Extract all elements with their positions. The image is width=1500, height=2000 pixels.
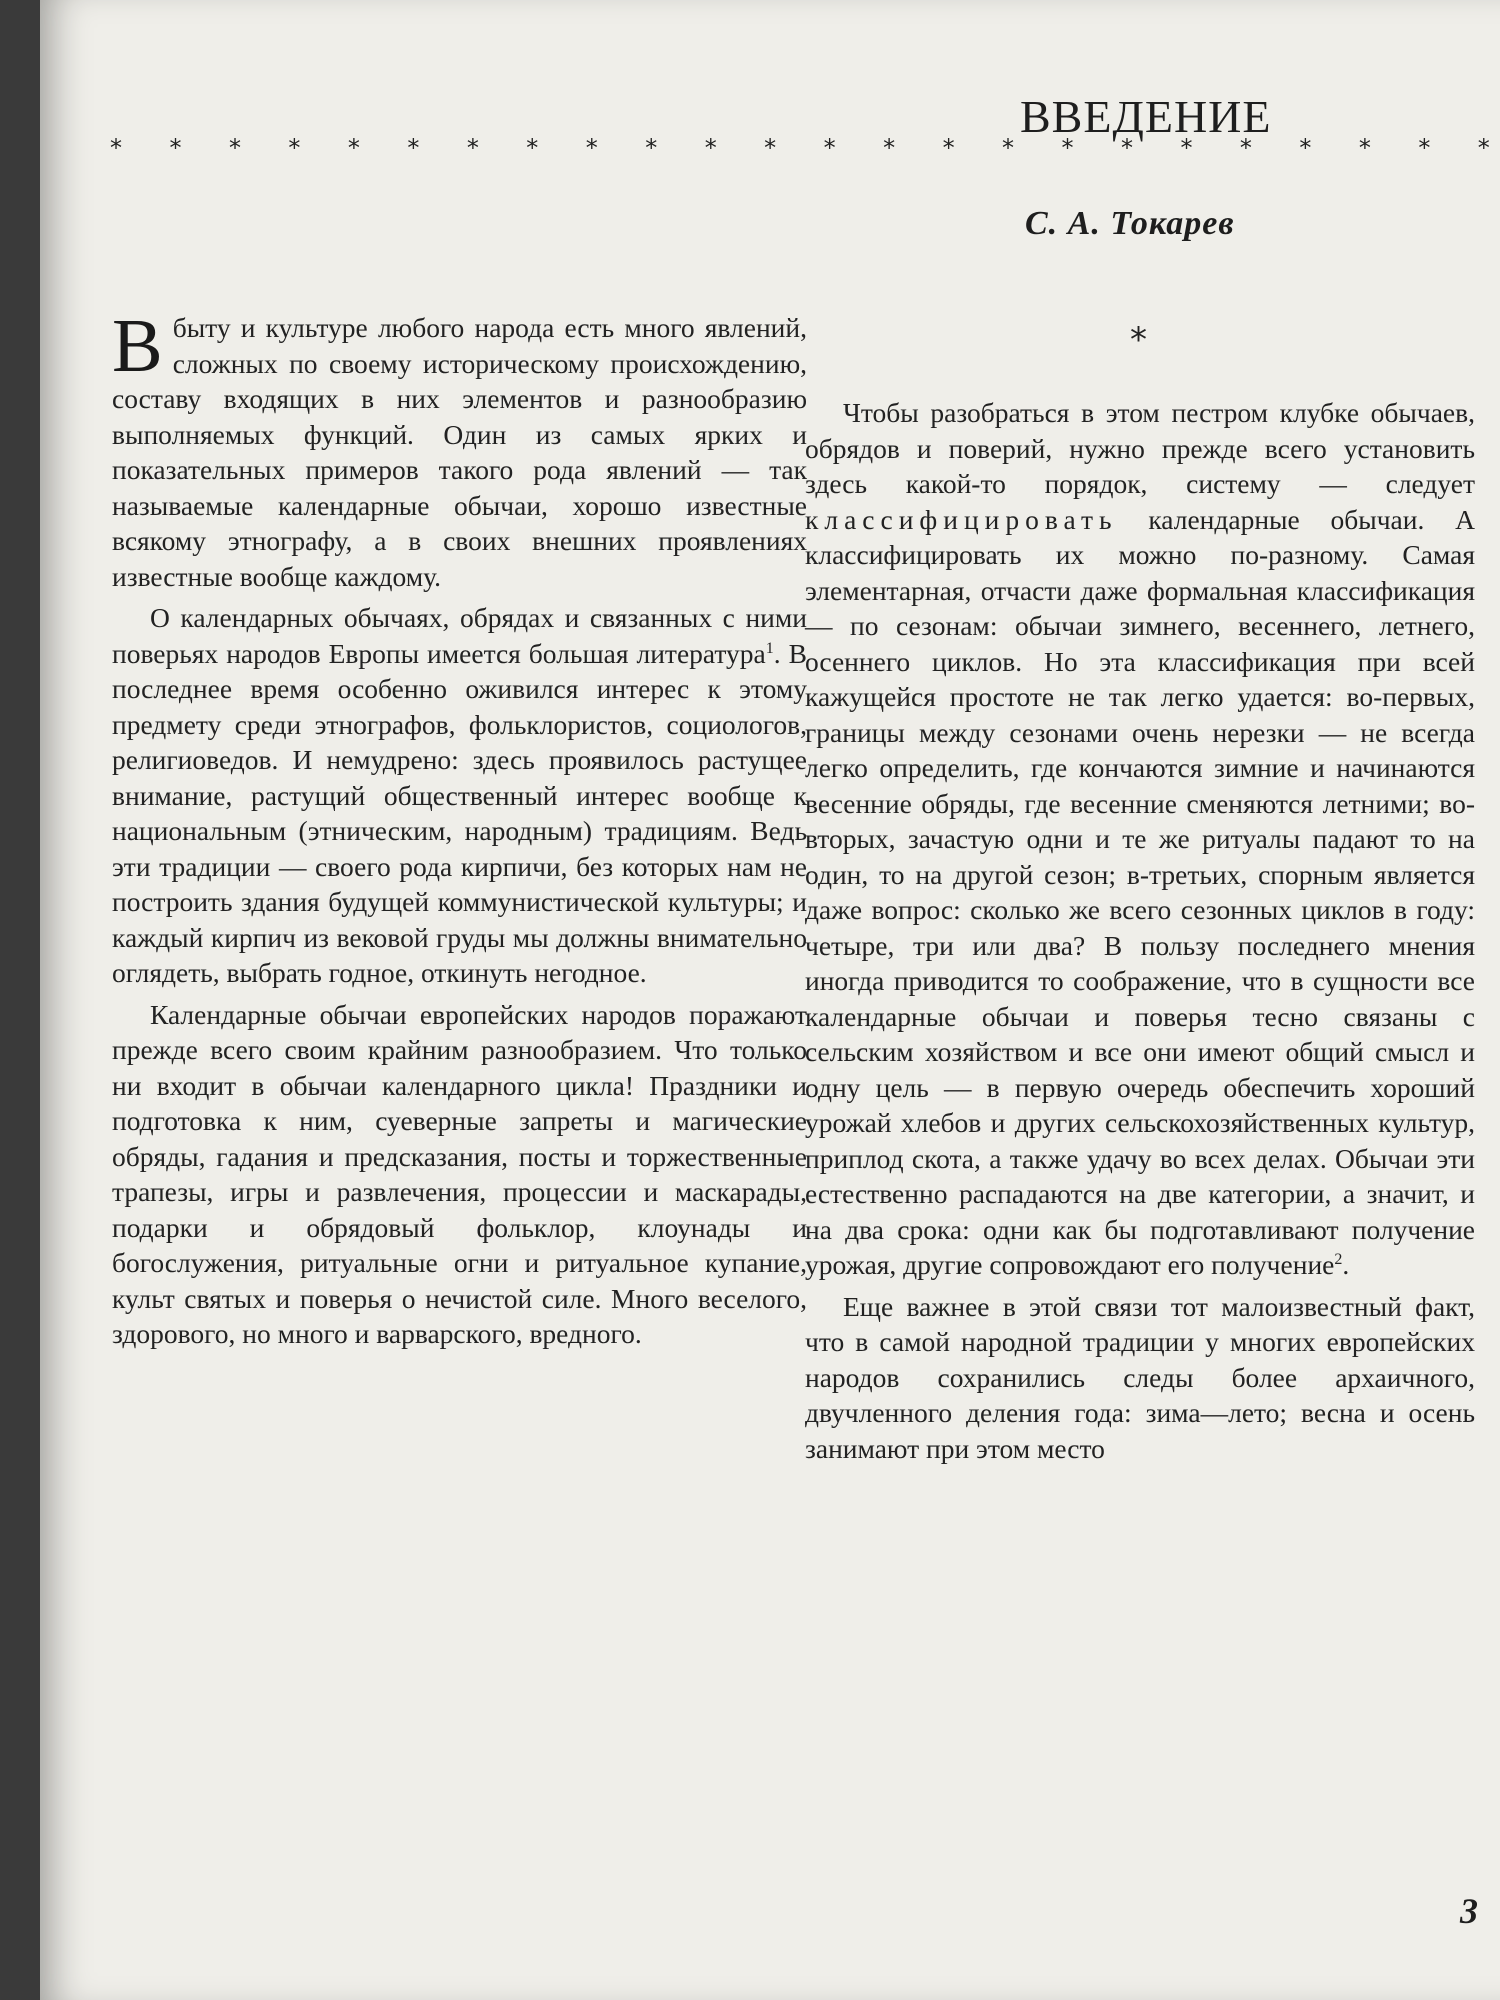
section-separator: * bbox=[1130, 320, 1147, 360]
paragraph bbox=[112, 997, 807, 1352]
star-ornament: * bbox=[1061, 134, 1074, 162]
paragraph-text: Еще важнее в этой связи тот малоизвестный факт, что в самой народной традиции у многих европейских народов сохранились следы более архаичного, двучленного деления года: зима—лето; весна и осень занимают при этом место bbox=[805, 1290, 1475, 1464]
decorative-star-row bbox=[110, 128, 1490, 168]
star-ornament: * bbox=[526, 134, 539, 162]
star-ornament: * bbox=[110, 134, 122, 162]
star-ornament: * bbox=[1180, 134, 1193, 162]
paragraph bbox=[805, 1289, 1475, 1467]
star-ornament: * bbox=[645, 134, 658, 162]
star-ornament: * bbox=[228, 134, 241, 162]
star-ornament: * bbox=[288, 134, 301, 162]
author-name: С. А. Токарев bbox=[1025, 205, 1235, 242]
paragraph-text: календарные обычаи. А классифицировать их можно по-разному. Самая элементарная, отчасти даже формальная классификация — по сезонам: обычаи зимнего, весеннего, летнего, осеннего циклов. Но эта классификация при всей кажущейся простоте не так легко удается: во-первых, границы между сезонами очень нерезки — не всегда легко определить, где кончаются зимние и начинаются весенние обряды, где весенние сменяются летними; во-вторых, зачастую одни и те же ритуалы падают то на один, то на другой сезон; в-третьих, спорным является даже вопрос: сколько же всего сезонных циклов в году: четыре, три или два? В пользу последнего мнения иногда приводится то соображение, что в сущности все календарные обычаи и поверья тесно связаны с сельским хозяйством и все они имеют общий смысл и одну цель — в первую очередь обеспечить хороший урожай хлебов и других сельскохозяйственных культур, приплод скота, а также удачу во всех делах. Обычаи эти естественно распадаются на две категории, а значит, и на два срока: одни как бы подготавливают получение урожая, другие сопровождают его получение bbox=[805, 503, 1475, 1280]
right-text-column bbox=[805, 395, 1475, 1466]
left-text-column bbox=[112, 304, 808, 1352]
star-ornament: * bbox=[823, 134, 836, 162]
footnote-ref: 1 bbox=[765, 639, 774, 657]
star-ornament: * bbox=[1358, 134, 1371, 162]
paragraph-text: . В последнее время особенно оживился интерес к этому предмету среди этнографов, фольклористов, социологов, религиоведов. И немудрено: здесь проявилось растущее внимание, растущий общественный интерес вообще к национальным (этническим, народным) традициям. Ведь эти традиции — своего рода кирпичи, без которых нам не построить здания будущей коммунистической культуры; и каждый кирпич из вековой груды мы должны внимательно оглядеть, выбрать годное, откинуть негодное. bbox=[112, 637, 808, 988]
star-ornament: * bbox=[407, 134, 420, 162]
paragraph-text: Чтобы разобраться в этом пестром клубке обычаев, обрядов и поверий, нужно прежде всего установить здесь какой-то порядок, систему — следует bbox=[805, 397, 1475, 499]
star-ornament: * bbox=[1239, 134, 1252, 162]
star-ornament: * bbox=[169, 134, 182, 162]
star-ornament: * bbox=[1120, 134, 1133, 162]
star-ornament: * bbox=[585, 134, 598, 162]
paragraph-text: О календарных обычаях, обрядах и связанных с ними поверьях народов Европы имеется большая литература bbox=[112, 602, 807, 669]
drop-cap: В bbox=[112, 304, 163, 388]
star-ornament: * bbox=[347, 134, 360, 162]
star-ornament: * bbox=[1418, 134, 1431, 162]
footnote-ref: 2 bbox=[1334, 1250, 1343, 1268]
star-ornament: * bbox=[942, 134, 955, 162]
star-ornament: * bbox=[1002, 134, 1015, 162]
star-ornament: * bbox=[704, 134, 717, 162]
star-ornament: * bbox=[1477, 134, 1490, 162]
star-ornament: * bbox=[883, 134, 896, 162]
paragraph-text: Календарные обычаи европейских народов поражают прежде всего своим крайним разнообразием. Что только ни входит в обычаи календарного цикла! Праздники и подготовка к ним, суеверные запреты и магические обряды, гадания и предсказания, посты и торжественные трапезы, игры и развлечения, процессии и маскарады, подарки и обрядовый фольклор, клоунады и богослужения, ритуальные огни и ритуальное купание, культ святых и поверья о нечистой силе. Много веселого, здорового, но много и варварского, вредного. bbox=[112, 998, 807, 1349]
star-ornament: * bbox=[764, 134, 777, 162]
paragraph-text: . bbox=[1342, 1249, 1350, 1280]
chapter-title: ВВЕДЕНИЕ bbox=[1020, 91, 1272, 142]
paragraph bbox=[112, 600, 807, 991]
paragraph-text: быту и культуре любого народа есть много явлений, сложных по своему историческому происхождению, составу входящих в них элементов и разнообразию выполняемых функций. Один из самых ярких и показательных примеров такого рода явлений — так называемые календарные обычаи, хорошо известные всякому этнографу, а в своих внешних проявлениях известные вообще каждому. bbox=[112, 312, 807, 592]
book-page bbox=[40, 0, 1500, 2000]
star-ornament: * bbox=[1299, 134, 1312, 162]
paragraph bbox=[112, 304, 807, 594]
page-number: 3 bbox=[1460, 1891, 1478, 1931]
star-ornament: * bbox=[466, 134, 479, 162]
emphasized-word: классифицировать bbox=[805, 503, 1118, 535]
paragraph bbox=[805, 395, 1475, 1283]
